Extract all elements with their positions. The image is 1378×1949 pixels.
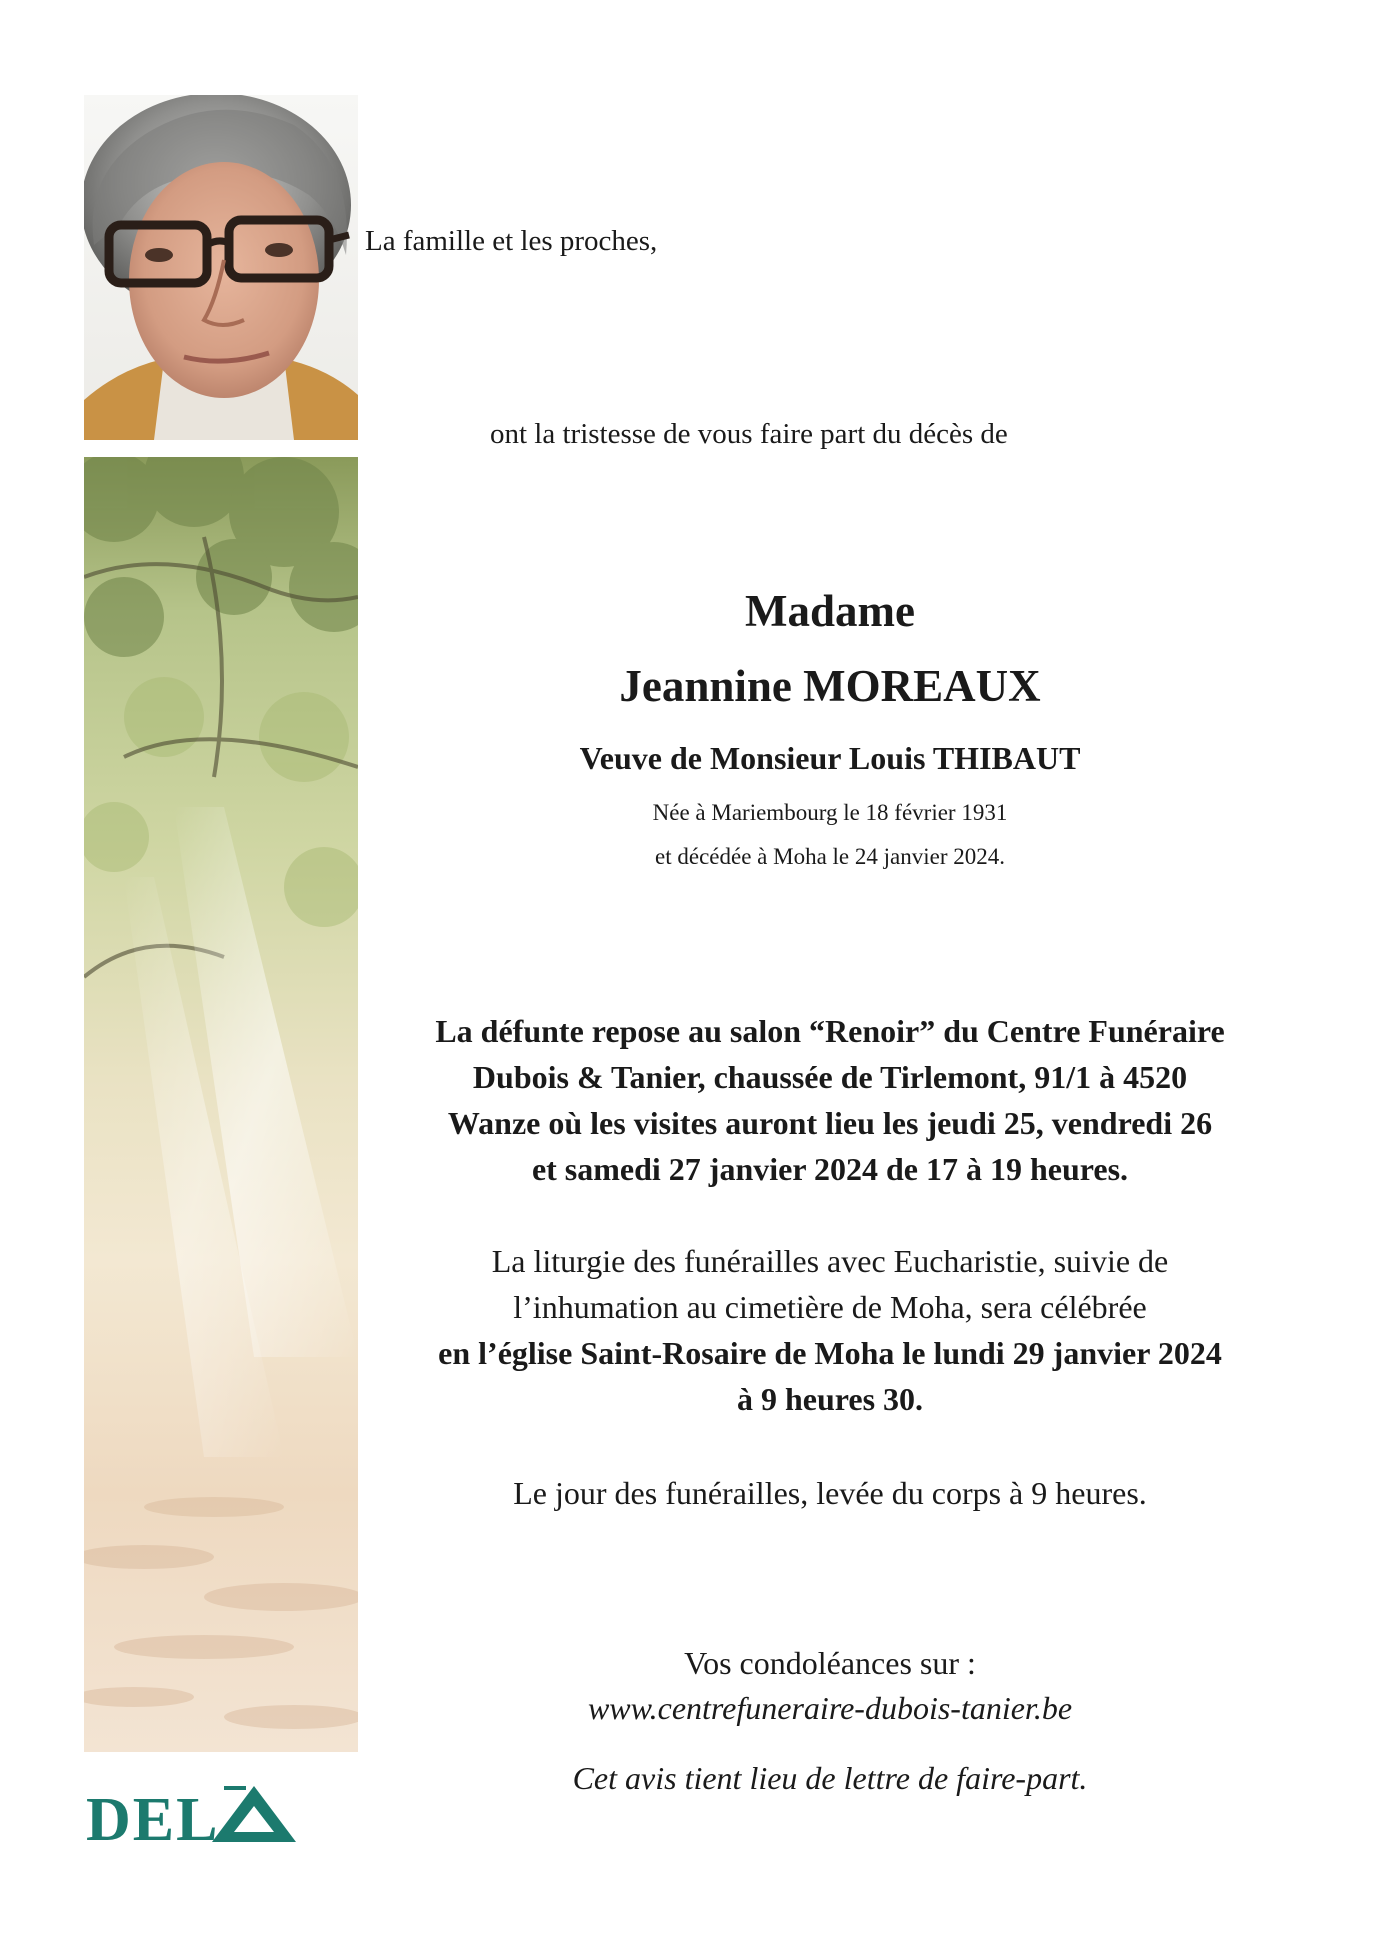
- repose-line: La défunte repose au salon “Renoir” du Centre Funéraire: [435, 1013, 1225, 1049]
- liturgy-paragraph: [360, 1238, 1300, 1422]
- forest-path-decoration: [84, 457, 358, 1752]
- deceased-portrait: [84, 95, 358, 440]
- repose-line: Wanze où les visites auront lieu les jeudi 25, vendredi 26: [447, 1105, 1213, 1141]
- website-link[interactable]: www.centrefuneraire-dubois-tanier.be: [587, 1690, 1073, 1726]
- death-info: et décédée à Moha le 24 janvier 2024.: [655, 844, 1005, 869]
- liturgy-bold-line: en l’église Saint-Rosaire de Moha le lundi 29 janvier 2024: [438, 1335, 1222, 1371]
- dela-logo: [84, 1778, 324, 1850]
- repose-line: Dubois & Tanier, chaussée de Tirlemont, 91/1 à 4520: [472, 1059, 1188, 1095]
- liturgy-line: La liturgie des funérailles avec Eucharistie, suivie de: [491, 1243, 1169, 1279]
- honorific: Madame: [745, 586, 915, 636]
- liturgy-line: l’inhumation au cimetière de Moha, sera célébrée: [513, 1289, 1147, 1325]
- levee-text: Le jour des funérailles, levée du corps à 9 heures.: [513, 1475, 1147, 1511]
- intro-text: La famille et les proches,: [365, 225, 658, 257]
- announcement-text: ont la tristesse de vous faire part du décès de: [490, 418, 1008, 450]
- liturgy-bold-line: à 9 heures 30.: [736, 1381, 924, 1417]
- condolences-label: Vos condoléances sur :: [684, 1645, 976, 1681]
- repose-paragraph: [360, 1008, 1300, 1192]
- svg-text:DEL: DEL: [86, 1786, 220, 1850]
- repose-line: et samedi 27 janvier 2024 de 17 à 19 heures.: [531, 1151, 1129, 1187]
- widow-of: Veuve de Monsieur Louis THIBAUT: [579, 740, 1081, 776]
- footer-note: Cet avis tient lieu de lettre de faire-part.: [572, 1760, 1088, 1796]
- deceased-name: Jeannine MOREAUX: [619, 661, 1041, 711]
- birth-info: Née à Mariembourg le 18 février 1931: [652, 800, 1008, 825]
